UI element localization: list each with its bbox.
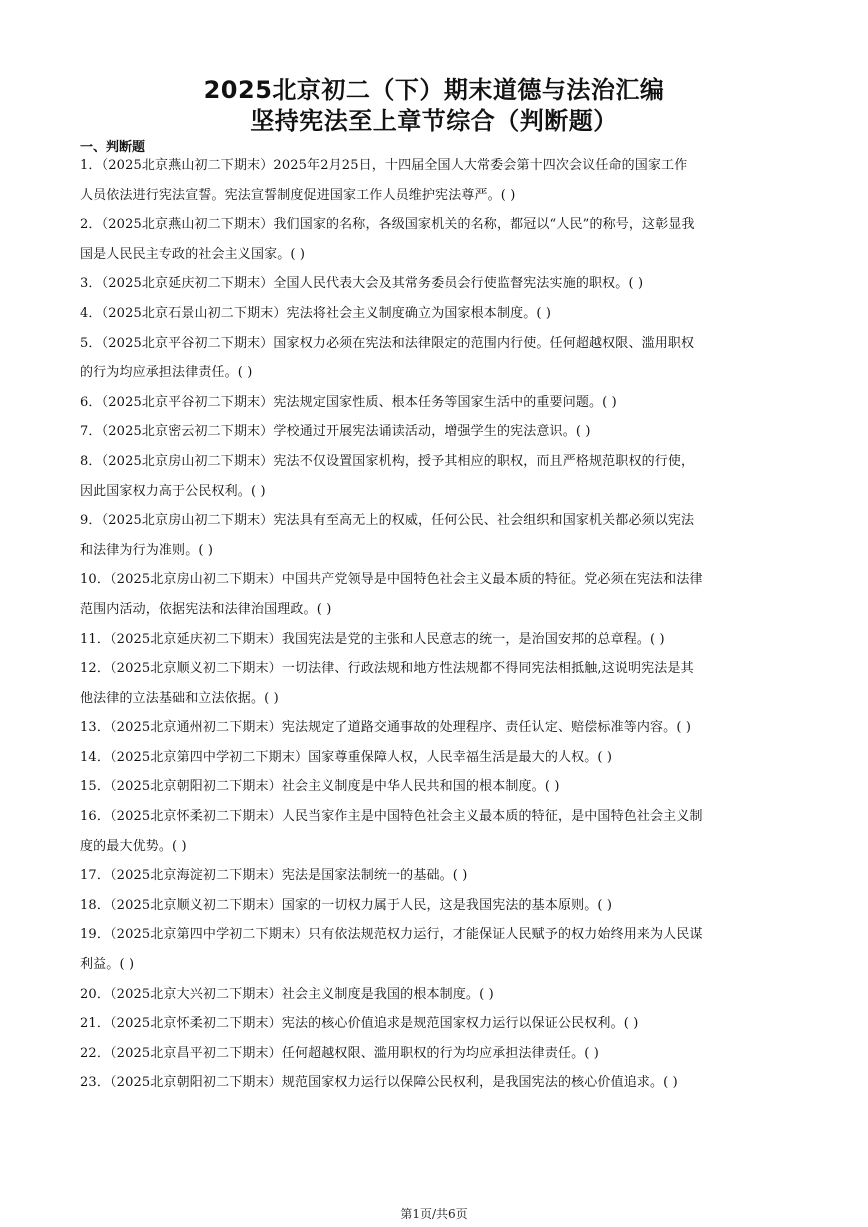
question-line: 1．（2025北京燕山初二下期末）2025年2月25日，十四届全国人大常委会第十四次会议任命的国家工作 [80, 158, 688, 173]
section-heading: 一、判断题 [80, 140, 146, 155]
question-line: 9．（2025北京房山初二下期末）宪法具有至高无上的权威，任何公民、社会组织和国家机关都必须以宪法 [80, 513, 695, 529]
question-line: 10．（2025北京房山初二下期末）中国共产党领导是中国特色社会主义最本质的特征。党必须在宪法和法律 [80, 572, 703, 588]
question-list [80, 151, 792, 1098]
question-line: 20．（2025北京大兴初二下期末）社会主义制度是我国的根本制度。( ) [80, 986, 494, 1002]
question-line: 16．（2025北京怀柔初二下期末）人民当家作主是中国特色社会主义最本质的特征，是中国特色社会主义制 [80, 809, 703, 825]
question-line: 13．（2025北京通州初二下期末）宪法规定了道路交通事故的处理程序、责任认定、赔偿标准等内容。( ) [80, 720, 692, 736]
page-number: 第1页/共6页 [400, 1207, 468, 1221]
question-line: 国是人民民主专政的社会主义国家。( ) [80, 246, 306, 262]
question-line: 8．（2025北京房山初二下期末）宪法不仅设置国家机构，授予其相应的职权，而且严格规范职权的行使， [80, 453, 695, 469]
question-line: 度的最大优势。( ) [80, 838, 187, 854]
question-line: 3．（2025北京延庆初二下期末）全国人民代表大会及其常务委员会行使监督宪法实施的职权。( ) [80, 276, 644, 292]
question-line: 人员依法进行宪法宣誓。宪法宣誓制度促进国家工作人员维护宪法尊严。( ) [80, 187, 516, 203]
question-line: 因此国家权力高于公民权利。( ) [80, 483, 266, 499]
question-line: 5．（2025北京平谷初二下期末）国家权力必须在宪法和法律限定的范围内行使。任何超越权限、滥用职权 [80, 335, 695, 351]
question-line: 利益。( ) [80, 957, 135, 973]
question-line: 23．（2025北京朝阳初二下期末）规范国家权力运行以保障公民权利，是我国宪法的核心价值追求。( ) [80, 1075, 678, 1091]
question-line: 和法律为行为准则。( ) [80, 542, 214, 558]
document-subtitle: 坚持宪法至上章节综合（判断题） [250, 107, 618, 135]
question-line: 11．（2025北京延庆初二下期末）我国宪法是党的主张和人民意志的统一，是治国安邦的总章程。( ) [80, 631, 665, 647]
question-line: 15．（2025北京朝阳初二下期末）社会主义制度是中华人民共和国的根本制度。( ) [80, 779, 560, 795]
question-line: 14．（2025北京第四中学初二下期末）国家尊重保障人权，人民幸福生活是最大的人权。( ) [80, 749, 613, 765]
question-line: 12．（2025北京顺义初二下期末）一切法律、行政法规和地方性法规都不得同宪法相抵触,这说明宪法是其 [80, 661, 694, 677]
question-line: 21．（2025北京怀柔初二下期末）宪法的核心价值追求是规范国家权力运行以保证公民权利。( ) [80, 1016, 639, 1032]
question-line: 7．（2025北京密云初二下期末）学校通过开展宪法诵读活动，增强学生的宪法意识。( ) [80, 424, 591, 440]
question-line: 19．（2025北京第四中学初二下期末）只有依法规范权力运行，才能保证人民赋予的权力始终用来为人民谋 [80, 927, 703, 943]
question-line: 17．（2025北京海淀初二下期末）宪法是国家法制统一的基础。( ) [80, 868, 468, 884]
question-line: 4．（2025北京石景山初二下期末）宪法将社会主义制度确立为国家根本制度。( ) [80, 305, 552, 321]
question-line: 6．（2025北京平谷初二下期末）宪法规定国家性质、根本任务等国家生活中的重要问题。( ) [80, 394, 617, 410]
document-title: 2025北京初二（下）期末道德与法治汇编 [203, 76, 665, 104]
question-line: 18．（2025北京顺义初二下期末）国家的一切权力属于人民，这是我国宪法的基本原则。( ) [80, 897, 613, 913]
question-line: 的行为均应承担法律责任。( ) [80, 365, 253, 381]
question-line: 2．（2025北京燕山初二下期末）我们国家的名称，各级国家机关的名称，都冠以“人民”的称号，这彰显我 [80, 217, 695, 233]
question-line: 22．（2025北京昌平初二下期末）任何超越权限、滥用职权的行为均应承担法律责任。( ) [80, 1045, 600, 1061]
question-line: 范围内活动，依据宪法和法律治国理政。( ) [80, 601, 332, 617]
question-line: 他法律的立法基础和立法依据。( ) [80, 690, 279, 706]
